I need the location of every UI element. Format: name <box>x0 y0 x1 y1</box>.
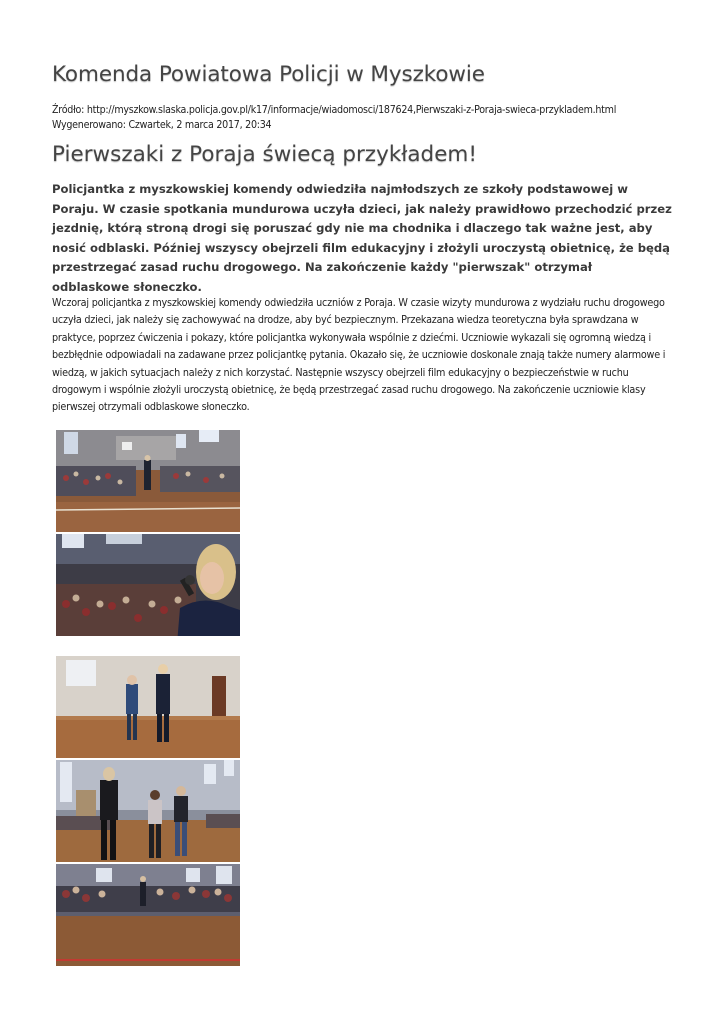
article-title: Pierwszaki z Poraja świecą przykładem! <box>52 142 477 167</box>
gym-audience-photo[interactable] <box>56 430 240 532</box>
source-line: Źródło: http://myszkow.slaska.policja.gov.pl/k17/informacje/wiadomosci/187624,Pierwszaki-z-Poraja-swieca-przykladem.html <box>52 104 617 116</box>
generated-line: Wygenerowano: Czwartek, 2 marca 2017, 20:34 <box>52 118 272 131</box>
article-body: Wczoraj policjantka z myszkowskiej komendy odwiedziła uczniów z Poraja. W czasie wizyty mundurowa z wydziału ruchu drogowego uczyła dzieci, jak należy się zachowywać na drodze, aby być bezpiecznym. Przekazana wiedza teoretyczna była sprawdzana w praktyce, poprzez ćwiczenia i pokazy, które policjantka wykonywała wspólnie z dziećmi. Uczniowie wykazali się ogromną wiedzą i bezbłędnie odpowiadali na zadawane przez policjantkę pytania. Okazało się, że uczniowie doskonale znają także numery alarmowe i wiedzą, w jakich sytuacjach należy z nich korzystać. Następnie wszyscy obejrzeli film edukacyjny o bezpieczeństwie w ruchu drogowym i wspólnie złożyli uroczystą obietnicę, że będą przestrzegać zasad ruchu drogowego. Na zakończenie uczniowie klasy pierwszej otrzymali odblaskowe słoneczko. <box>52 296 666 414</box>
officer-with-microphone-photo[interactable] <box>56 534 240 636</box>
hall-seated-children-photo[interactable] <box>56 864 240 966</box>
article-lead: Policjantka z myszkowskiej komendy odwiedziła najmłodszych ze szkoły podstawowej w Poraju. W czasie spotkania mundurowa uczyła dzieci, jak należy prawidłowo przechodzić przez jezdnię, którą stroną drogi się poruszać gdy nie ma chodnika i dlaczego tak ważne jest, aby nosić odblaski. Później wszyscy obejrzeli film edukacyjny i złożyli uroczystą obietnicę, że będą przestrzegać zasad ruchu drogowego. Na zakończenie każdy "pierwszak" otrzymał odblaskowe słoneczko. <box>52 182 672 294</box>
officer-with-pupil-photo[interactable] <box>56 656 240 758</box>
photo-gallery-lower <box>56 656 240 968</box>
photo-gallery <box>56 430 240 638</box>
site-title: Komenda Powiatowa Policji w Myszkowie <box>52 62 485 87</box>
pupils-standing-photo[interactable] <box>56 760 240 862</box>
source-meta <box>52 103 616 132</box>
